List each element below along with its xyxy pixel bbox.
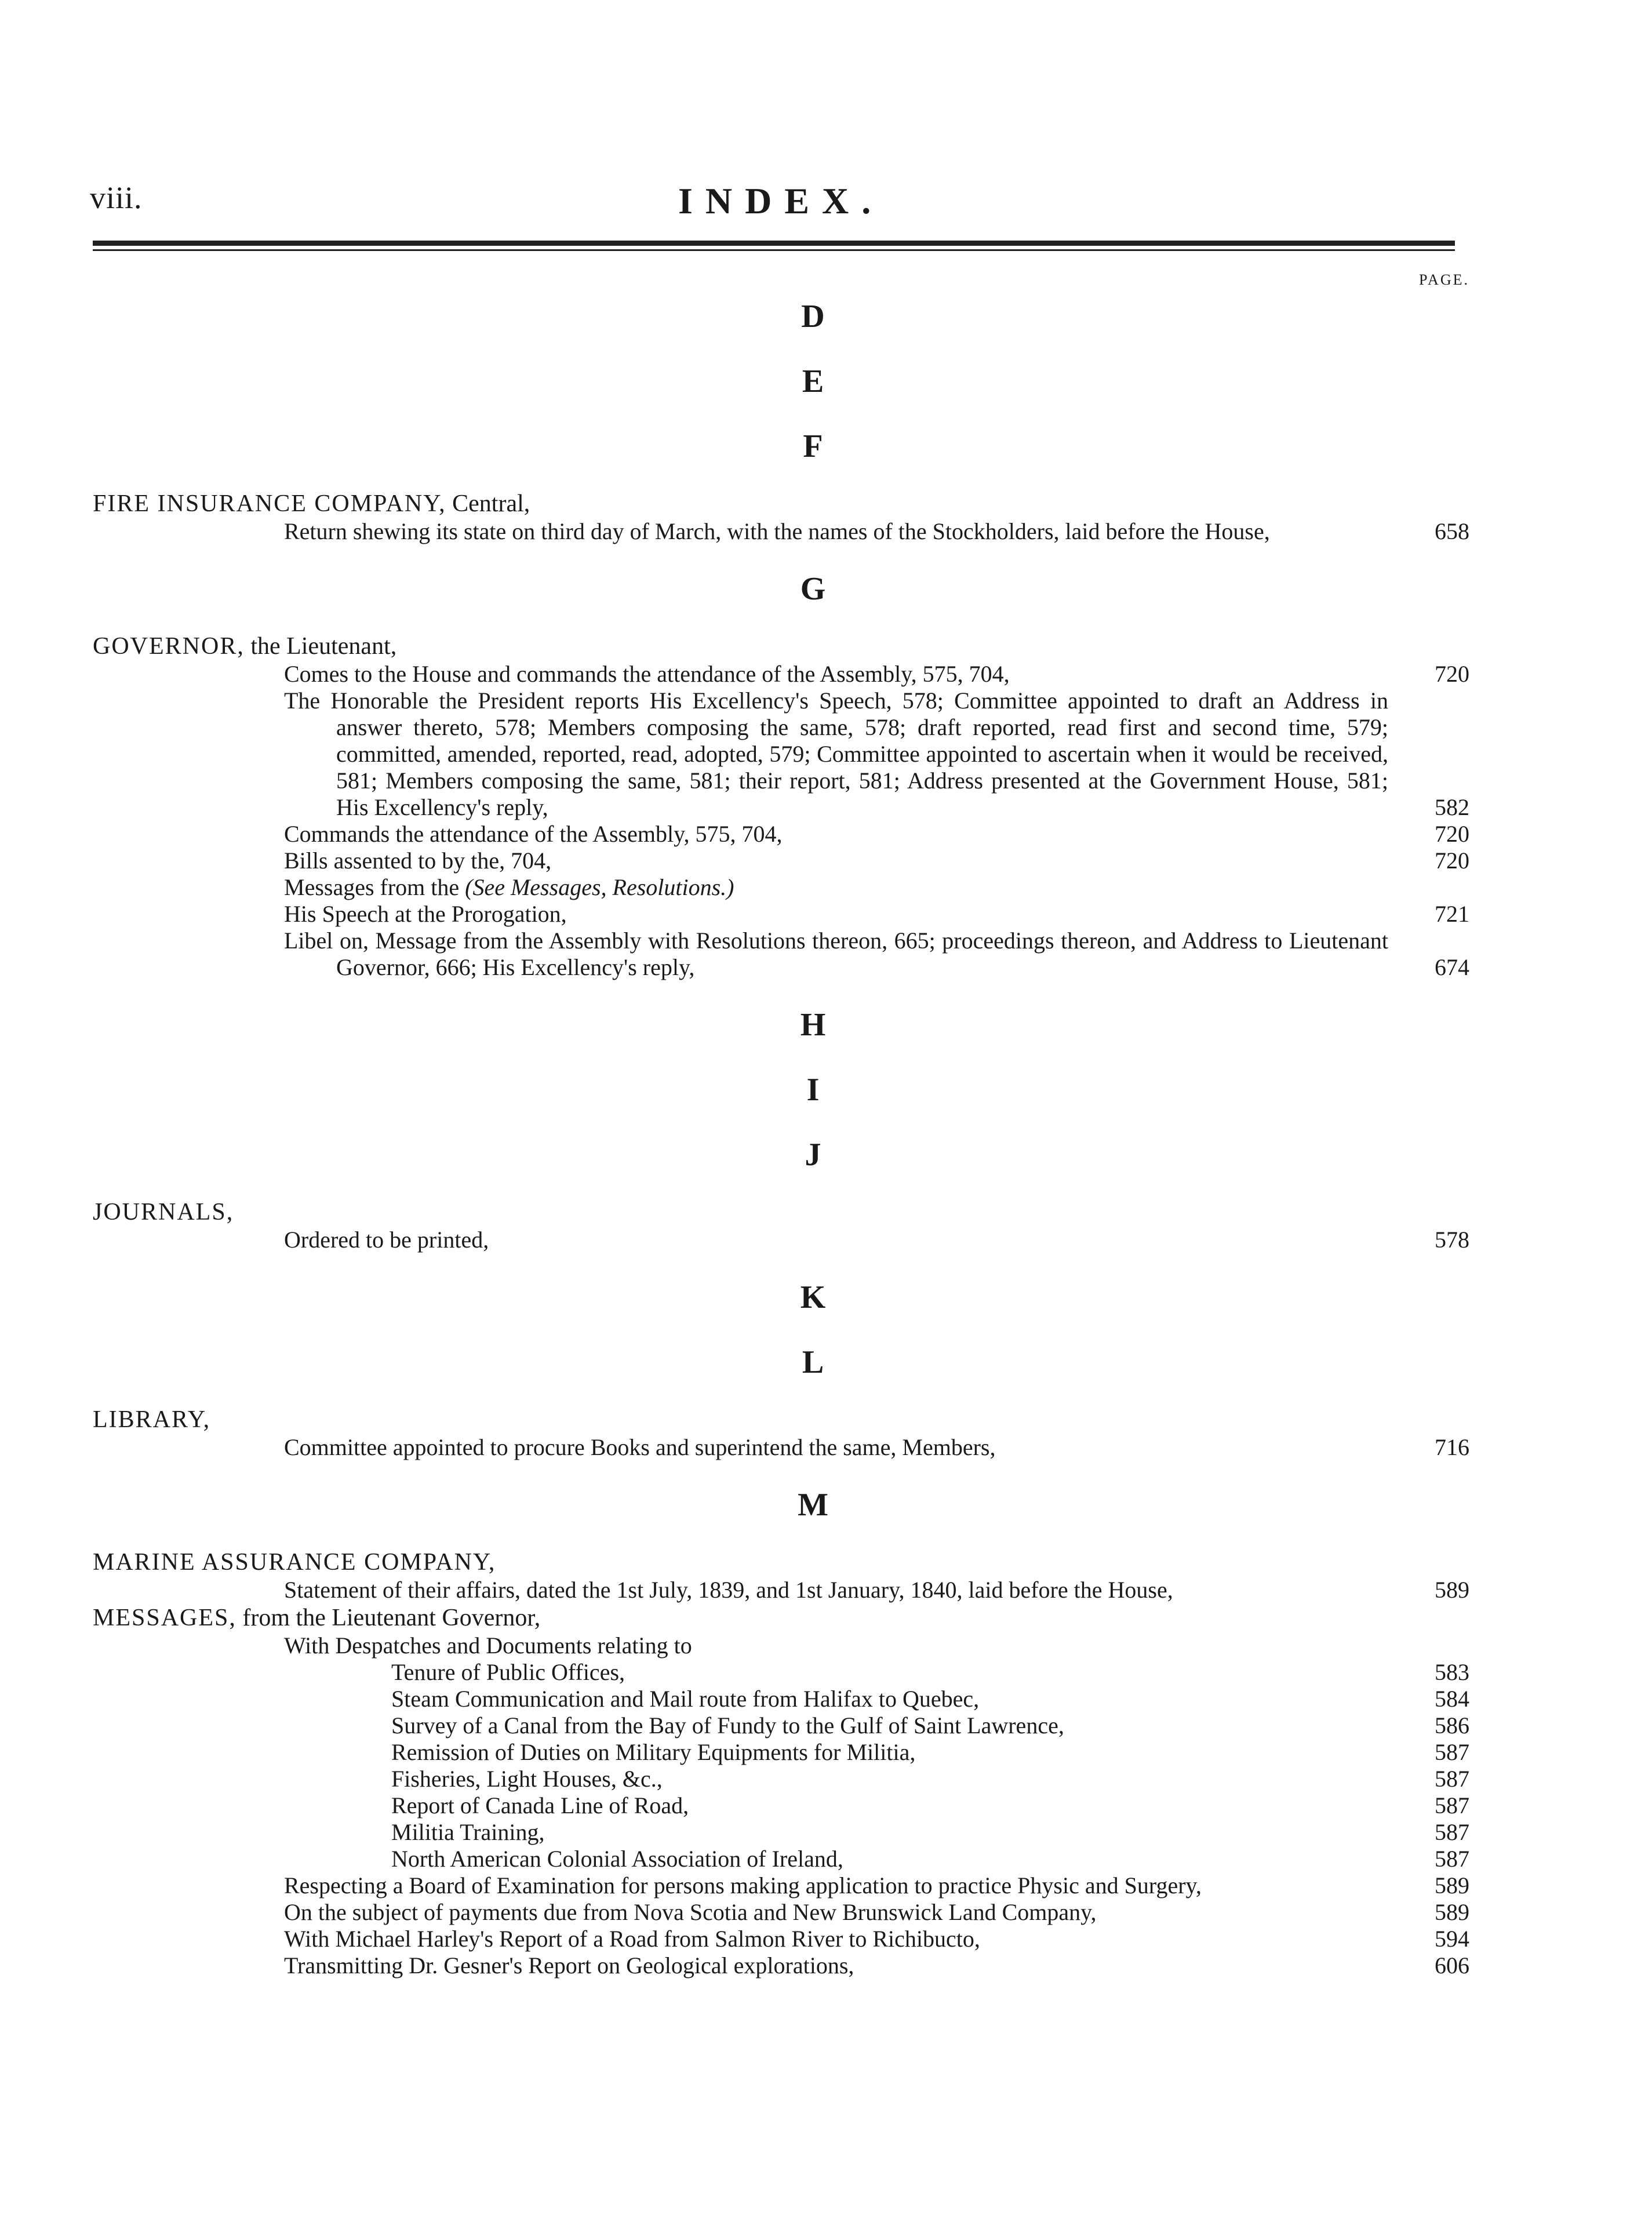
index-entry	[93, 1434, 1469, 1461]
entry-page: 583	[1435, 1659, 1469, 1685]
index-entry	[93, 1926, 1469, 1952]
entry-text: Commands the attendance of the Assembly, 575, 704,	[284, 821, 783, 847]
heading-suffix: the Lieutenant,	[244, 633, 397, 660]
entry-page: 589	[1435, 1577, 1469, 1603]
index-entry	[93, 874, 1469, 901]
index-entry	[93, 1577, 1469, 1603]
index-entry	[93, 901, 1469, 928]
index-heading-fire-insurance	[93, 489, 1469, 518]
entry-text: Statement of their affairs, dated the 1st July, 1839, and 1st January, 1840, laid before the House,	[284, 1577, 1173, 1603]
index-subentry	[93, 1819, 1469, 1846]
entry-text: Comes to the House and commands the attendance of the Assembly, 575, 704,	[284, 661, 1010, 687]
index-entry	[93, 1872, 1469, 1899]
index-entry	[93, 688, 1469, 821]
entry-page: 716	[1435, 1434, 1469, 1460]
page-column-label: PAGE.	[1418, 271, 1469, 288]
entry-text: Tenure of Public Offices,	[391, 1659, 625, 1685]
index-entry	[93, 1227, 1469, 1253]
heading-main: FIRE INSURANCE COMPANY,	[93, 490, 446, 517]
heading-suffix: from the Lieutenant Governor,	[236, 1605, 541, 1631]
section-letter-j: J	[805, 1137, 821, 1173]
entry-page: 587	[1435, 1766, 1469, 1792]
index-entry	[93, 821, 1469, 848]
entry-page: 721	[1435, 901, 1469, 927]
heading-suffix: Central,	[446, 490, 530, 517]
entry-page: 584	[1435, 1686, 1469, 1712]
entry-page: 582	[1435, 794, 1469, 820]
entry-text: Bills assented to by the, 704,	[284, 848, 552, 874]
header-rule-thin	[93, 249, 1455, 251]
entry-text: Militia Training,	[391, 1819, 545, 1845]
index-entry	[93, 518, 1469, 545]
heading-main: MESSAGES,	[93, 1605, 236, 1631]
index-heading-library: LIBRARY,	[93, 1406, 211, 1433]
entry-page: 587	[1435, 1846, 1469, 1872]
index-subentry	[93, 1792, 1469, 1819]
entry-cross-reference: (See Messages, Resolutions.)	[465, 874, 734, 900]
entry-page: 658	[1435, 518, 1469, 544]
section-letter-h: H	[800, 1007, 826, 1043]
entry-text-main: Messages from the	[284, 874, 460, 900]
entry-page: 674	[1435, 954, 1469, 980]
index-entry	[93, 1899, 1469, 1926]
entry-text: His Speech at the Prorogation,	[284, 901, 567, 927]
index-entry	[93, 1632, 1469, 1659]
index-heading-messages	[93, 1603, 1469, 1632]
entry-text: On the subject of payments due from Nova Scotia and New Brunswick Land Company,	[284, 1899, 1097, 1925]
entry-page: 589	[1435, 1899, 1469, 1925]
entry-text: Remission of Duties on Military Equipments for Militia,	[391, 1739, 916, 1765]
entry-text: Committee appointed to procure Books and superintend the same, Members,	[284, 1434, 996, 1460]
index-subentry	[93, 1766, 1469, 1792]
index-entry	[93, 848, 1469, 874]
section-letter-g: G	[800, 571, 826, 607]
entry-page: 587	[1435, 1819, 1469, 1845]
section-letter-k: K	[800, 1279, 826, 1315]
entry-page: 578	[1435, 1227, 1469, 1253]
entry-text: Survey of a Canal from the Bay of Fundy to the Gulf of Saint Lawrence,	[391, 1712, 1064, 1738]
section-letter-e: E	[802, 363, 824, 399]
index-content	[93, 284, 1469, 1979]
index-subentry	[93, 1739, 1469, 1766]
index-entry	[93, 928, 1469, 981]
entry-text: With Despatches and Documents relating to	[284, 1632, 692, 1658]
entry-page: 587	[1435, 1792, 1469, 1818]
section-letter-f: F	[803, 428, 823, 464]
index-subentry	[93, 1846, 1469, 1872]
entry-page: 589	[1435, 1872, 1469, 1898]
index-heading-journals: JOURNALS,	[93, 1199, 234, 1225]
heading-main: GOVERNOR,	[93, 633, 245, 660]
entry-text: Fisheries, Light Houses, &c.,	[391, 1766, 663, 1792]
entry-text: Report of Canada Line of Road,	[391, 1792, 689, 1818]
section-letter-d: D	[801, 299, 825, 334]
entry-page: 594	[1435, 1926, 1469, 1952]
index-entry	[93, 1952, 1469, 1979]
entry-text: The Honorable the President reports His Excellency's Speech, 578; Committee appointed to draft an Address in answer thereto, 578; Members composing the same, 578; draft reported, read first and second time, 579; committed, amended, reported, read, adopted, 579; Committee appointed to ascertain when it would be received, 581; Members composing the same, 581; their report, 581; Address presented at the Government House, 581; His Excellency's reply,	[284, 688, 1388, 820]
index-heading-marine-assurance: MARINE ASSURANCE COMPANY,	[93, 1549, 496, 1576]
header-rule-thick	[93, 241, 1455, 246]
entry-text: Libel on, Message from the Assembly with Resolutions thereon, 665; proceedings thereon, and Address to Lieutenant Governor, 666; His Excellency's reply,	[284, 928, 1388, 980]
section-letter-l: L	[802, 1344, 824, 1380]
entry-text: Respecting a Board of Examination for persons making application to practice Physic and Surgery,	[284, 1872, 1202, 1898]
entry-page: 586	[1435, 1712, 1469, 1738]
entry-page: 720	[1435, 821, 1469, 847]
entry-text	[284, 874, 1388, 901]
entry-page: 587	[1435, 1739, 1469, 1765]
index-subentry	[93, 1712, 1469, 1739]
entry-text: North American Colonial Association of Ireland,	[391, 1846, 843, 1872]
section-letter-i: I	[806, 1072, 820, 1108]
index-subentry	[93, 1686, 1469, 1712]
index-subentry	[93, 1659, 1469, 1686]
section-letter-m: M	[798, 1487, 828, 1523]
entry-text: Steam Communication and Mail route from Halifax to Quebec,	[391, 1686, 980, 1712]
page-title: INDEX.	[678, 180, 884, 221]
page-number: viii.	[90, 180, 143, 215]
entry-page: 720	[1435, 848, 1469, 874]
entry-text: Transmitting Dr. Gesner's Report on Geological explorations,	[284, 1952, 854, 1978]
index-entry	[93, 661, 1469, 688]
page-header	[0, 180, 1652, 249]
entry-text: With Michael Harley's Report of a Road from Salmon River to Richibucto,	[284, 1926, 980, 1952]
entry-text: Return shewing its state on third day of March, with the names of the Stockholders, laid before the House,	[284, 518, 1270, 544]
entry-page: 720	[1435, 661, 1469, 687]
entry-page: 606	[1435, 1952, 1469, 1978]
entry-text: Ordered to be printed,	[284, 1227, 489, 1253]
index-heading-governor	[93, 632, 1469, 661]
